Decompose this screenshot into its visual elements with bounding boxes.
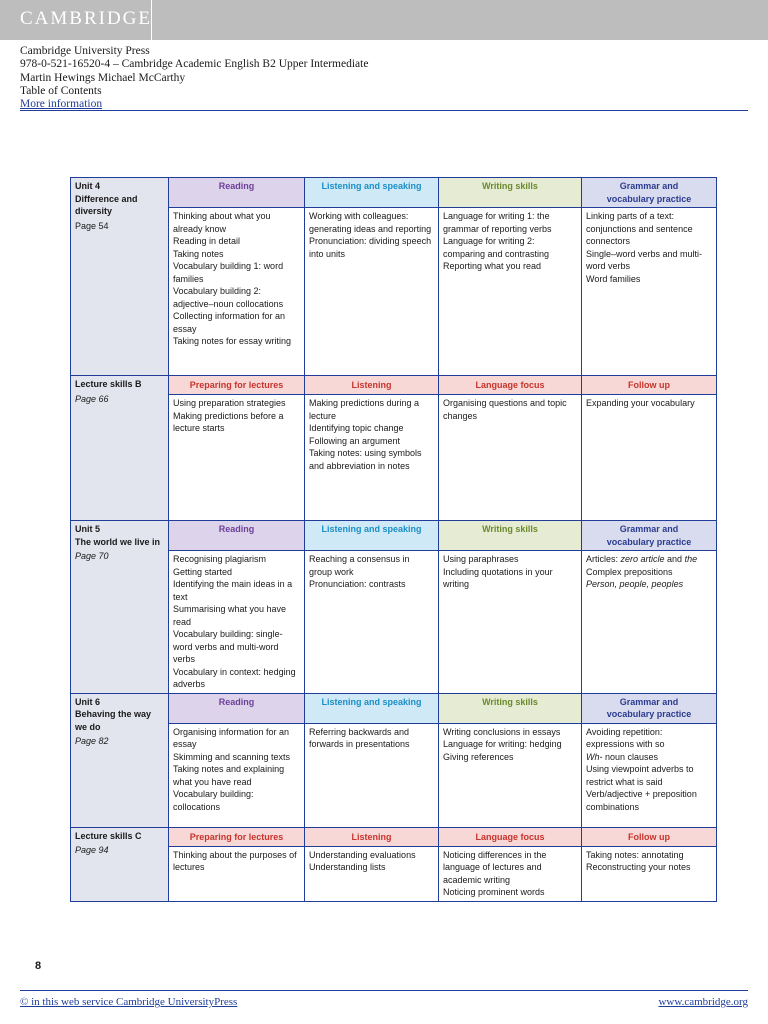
section-line: Table of Contents <box>20 84 102 97</box>
cell-language-focus: Noticing differences in the language of lectures and academic writing Noticing prominent words <box>439 846 582 901</box>
header-listening-speaking: Listening and speaking <box>305 521 439 551</box>
header-follow-up: Follow up <box>582 376 717 395</box>
cell-reading: Thinking about what you already know Reading in detail Taking notes Vocabulary building 1: word families Vocabulary building 2: adjective–noun collocations Collecting information for an essay Taking notes for essay writing <box>169 208 305 376</box>
cell-grammar: Articles: zero article and the Complex prepositions Person, people, peoples <box>582 551 717 694</box>
page-ref: Page 94 <box>75 845 109 855</box>
table-row <box>71 178 717 208</box>
cell-language-focus: Organising questions and topic changes <box>439 395 582 521</box>
copyright-link[interactable]: © in this web service Cambridge UniversityPress <box>20 996 238 1008</box>
cell-listening: Understanding evaluations Understanding lists <box>305 846 439 901</box>
cell-writing: Language for writing 1: the grammar of reporting verbs Language for writing 2: comparing and contrasting Reporting what you read <box>439 208 582 376</box>
cell-writing: Using paraphrases Including quotations in your writing <box>439 551 582 694</box>
header-grammar-vocabulary: Grammar and vocabulary practice <box>582 521 717 551</box>
table-of-contents <box>70 177 717 902</box>
cell-writing: Writing conclusions in essays Language for writing: hedging Giving references <box>439 723 582 827</box>
header-listening-speaking: Listening and speaking <box>305 178 439 208</box>
header-language-focus: Language focus <box>439 376 582 395</box>
cell-preparing: Using preparation strategies Making predictions before a lecture starts <box>169 395 305 521</box>
top-banner <box>0 0 768 40</box>
page-ref: Page 82 <box>75 736 109 746</box>
publisher-line: Cambridge University Press <box>20 45 150 57</box>
header-reading: Reading <box>169 521 305 551</box>
header-preparing: Preparing for lectures <box>169 376 305 395</box>
header-listening-speaking: Listening and speaking <box>305 693 439 723</box>
logo-box <box>0 0 152 40</box>
table-row <box>71 376 717 395</box>
header-grammar-vocabulary: Grammar and vocabulary practice <box>582 178 717 208</box>
header-language-focus: Language focus <box>439 827 582 846</box>
cell-preparing: Thinking about the purposes of lectures <box>169 846 305 901</box>
cell-follow-up: Taking notes: annotating Reconstructing your notes <box>582 846 717 901</box>
header-listening: Listening <box>305 827 439 846</box>
table-row <box>71 693 717 723</box>
page-ref: Page 54 <box>75 220 109 231</box>
cell-listening: Making predictions during a lecture Identifying topic change Following an argument Taking notes: using symbols and abbreviation in notes <box>305 395 439 521</box>
cell-listening: Referring backwards and forwards in presentations <box>305 723 439 827</box>
cell-grammar: Avoiding repetition: expressions with so Wh- noun clauses Using viewpoint adverbs to restrict what is said Verb/adjective + preposition combinations <box>582 723 717 827</box>
header-follow-up: Follow up <box>582 827 717 846</box>
header-reading: Reading <box>169 178 305 208</box>
isbn-title-line: 978-0-521-16520-4 – Cambridge Academic English B2 Upper Intermediate <box>20 58 369 71</box>
unit-cell: Unit 4 Difference and diversity Page 54 <box>71 178 169 376</box>
table-row <box>71 827 717 846</box>
page-number: 8 <box>35 960 42 972</box>
cell-listening: Working with colleagues: generating ideas and reporting Pronunciation: dividing speech into units <box>305 208 439 376</box>
website-link[interactable]: www.cambridge.org <box>658 996 748 1008</box>
book-metadata <box>20 45 368 111</box>
authors-line: Martin Hewings Michael McCarthy <box>20 71 186 84</box>
header-reading: Reading <box>169 693 305 723</box>
table-row <box>71 521 717 551</box>
unit-cell: Lecture skills B Page 66 <box>71 376 169 521</box>
more-information-link[interactable]: More information <box>20 98 103 111</box>
header-writing-skills: Writing skills <box>439 178 582 208</box>
cambridge-logo: CAMBRIDGE <box>20 8 153 29</box>
footer-divider <box>20 990 748 991</box>
header-listening: Listening <box>305 376 439 395</box>
unit-cell: Lecture skills C Page 94 <box>71 827 169 901</box>
unit-cell: Unit 5 The world we live in Page 70 <box>71 521 169 694</box>
header-writing-skills: Writing skills <box>439 521 582 551</box>
header-writing-skills: Writing skills <box>439 693 582 723</box>
cell-follow-up: Expanding your vocabulary <box>582 395 717 521</box>
unit-cell: Unit 6 Behaving the way we do Page 82 <box>71 693 169 827</box>
cell-grammar: Linking parts of a text: conjunctions and sentence connectors Single–word verbs and multi-word verbs Word families <box>582 208 717 376</box>
header-grammar-vocabulary: Grammar and vocabulary practice <box>582 693 717 723</box>
cell-reading: Organising information for an essay Skimming and scanning texts Taking notes and explaining what you have read Vocabulary building: collocations <box>169 723 305 827</box>
header-preparing: Preparing for lectures <box>169 827 305 846</box>
cell-reading: Recognising plagiarism Getting started Identifying the main ideas in a text Summarising what you have read Vocabulary building: single-word verbs and multi-word verbs Vocabulary in context: hedging adverbs <box>169 551 305 694</box>
page-ref: Page 70 <box>75 551 109 561</box>
cell-listening: Reaching a consensus in group work Pronunciation: contrasts <box>305 551 439 694</box>
header-divider <box>20 110 748 111</box>
page-ref: Page 66 <box>75 393 109 404</box>
